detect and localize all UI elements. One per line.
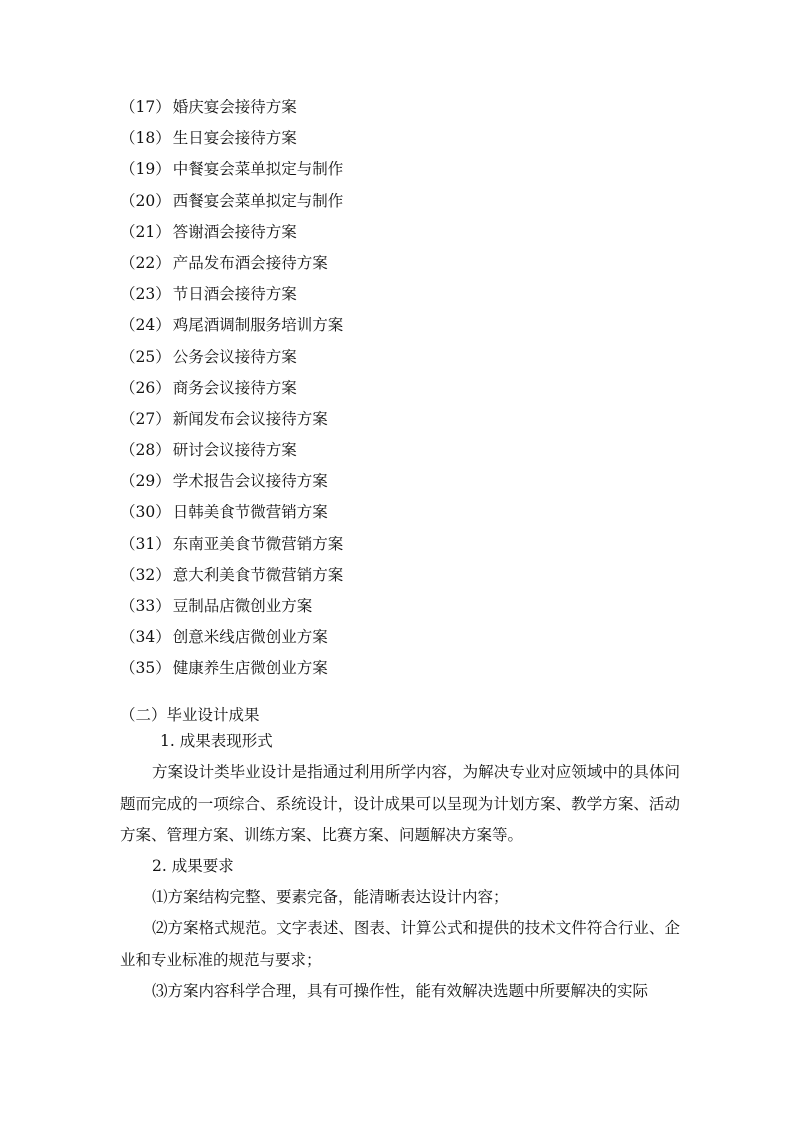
list-item-text: 商务会议接待方案 — [172, 378, 297, 397]
list-item-text: 学术报告会议接待方案 — [172, 472, 328, 491]
list-item — [120, 217, 343, 248]
list-item-text: 西餐宴会菜单拟定与制作 — [172, 191, 344, 210]
list-item-number: （26） — [120, 378, 171, 397]
list-item-number: （20） — [120, 191, 171, 210]
list-item — [120, 342, 343, 373]
list-item-text: 产品发布酒会接待方案 — [172, 253, 328, 272]
list-item-number: （22） — [120, 253, 171, 272]
list-item-text: 东南亚美食节微营销方案 — [172, 534, 344, 553]
list-item-text: 鸡尾酒调制服务培训方案 — [172, 316, 344, 335]
list-item-number: （24） — [120, 316, 171, 335]
list-item — [120, 560, 343, 591]
list-item-text: 豆制品店微创业方案 — [172, 597, 313, 615]
list-item-number: （27） — [120, 409, 171, 428]
list-item — [120, 92, 343, 123]
section-heading: （二）毕业设计成果 — [120, 706, 260, 724]
list-item-number: （25） — [120, 347, 171, 366]
list-item-text: 意大利美食节微营销方案 — [172, 565, 344, 584]
list-item — [120, 497, 343, 528]
list-item — [120, 279, 343, 310]
list-item — [120, 435, 343, 466]
list-item-text: 公务会议接待方案 — [172, 347, 297, 366]
list-item-number: （21） — [120, 222, 171, 241]
list-item — [120, 310, 343, 341]
list-item-text: 日韩美食节微营销方案 — [172, 503, 328, 522]
list-item — [120, 154, 343, 185]
list-item-number: （35） — [120, 659, 171, 678]
list-item-text: 答谢酒会接待方案 — [172, 222, 297, 241]
list-item-text: 研讨会议接待方案 — [172, 441, 297, 460]
list-item — [120, 373, 343, 404]
list-item-number: （18） — [120, 129, 171, 148]
list-item — [120, 186, 343, 217]
sub-heading-requirements: 2. 成果要求 — [152, 857, 234, 875]
list-item — [120, 591, 343, 622]
list-item — [120, 622, 343, 653]
paragraph-presentation-form: 方案设计类毕业设计是指通过利用所学内容，为解决专业对应领域中的具体问题而完成的一项综合、系统设计，设计成果可以呈现为计划方案、教学方案、活动方案、管理方案、训练方案、比赛方案、问题解决方案等。 — [120, 763, 680, 844]
list-item — [120, 404, 343, 435]
topic-list — [120, 92, 343, 685]
list-item-number: （23） — [120, 285, 171, 304]
list-item — [120, 123, 343, 154]
list-item-number: （31） — [120, 534, 171, 553]
list-item-text: 婚庆宴会接待方案 — [172, 98, 297, 116]
list-item-number: （29） — [120, 472, 171, 491]
list-item-text: 节日酒会接待方案 — [172, 285, 297, 304]
list-item — [120, 529, 343, 560]
list-item-number: （30） — [120, 503, 171, 522]
list-item-number: （34） — [120, 628, 171, 647]
list-item-text: 中餐宴会菜单拟定与制作 — [172, 160, 344, 179]
list-item-text: 创意米线店微创业方案 — [172, 628, 328, 647]
requirement-item-2: ⑵方案格式规范。文字表述、图表、计算公式和提供的技术文件符合行业、企业和专业标准的规范与要求； — [120, 919, 680, 969]
list-item — [120, 653, 343, 684]
sub-heading-presentation-form: 1. 成果表现形式 — [160, 732, 273, 750]
list-item-number: （32） — [120, 565, 171, 584]
list-item-number: （33） — [120, 597, 171, 615]
list-item-number: （28） — [120, 441, 171, 460]
list-item — [120, 248, 343, 279]
list-item-text: 生日宴会接待方案 — [172, 129, 297, 148]
list-item-number: （19） — [120, 160, 171, 179]
list-item-text: 健康养生店微创业方案 — [172, 659, 328, 678]
list-item-text: 新闻发布会议接待方案 — [172, 409, 328, 428]
requirement-item-3: ⑶方案内容科学合理，具有可操作性，能有效解决选题中所要解决的实际 — [152, 982, 649, 1000]
list-item-number: （17） — [120, 98, 171, 116]
list-item — [120, 466, 343, 497]
requirement-item-1: ⑴方案结构完整、要素完备，能清晰表达设计内容； — [152, 888, 509, 906]
